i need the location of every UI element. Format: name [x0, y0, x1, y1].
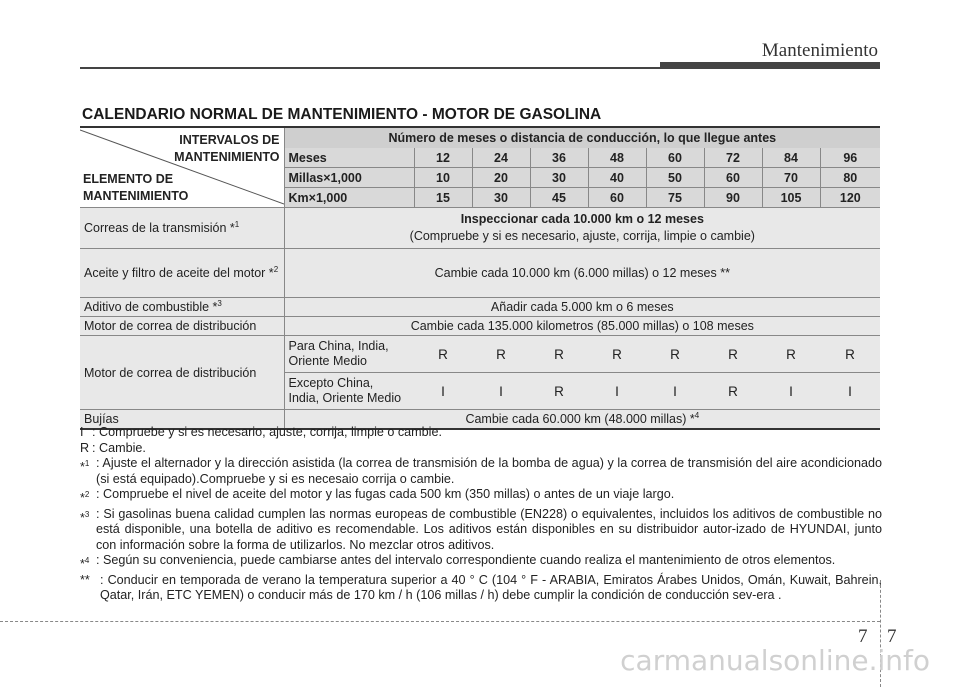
header-value: 90: [704, 188, 762, 208]
header-value: 50: [646, 168, 704, 188]
header-value: 60: [588, 188, 646, 208]
item-interval: Cambie cada 135.000 kilometros (85.000 millas) o 108 meses: [284, 317, 880, 336]
schedule-cell: R: [820, 336, 880, 373]
header-value: 15: [414, 188, 472, 208]
table-row: [80, 298, 880, 317]
header-label: Millas×1,000: [284, 168, 414, 188]
footnote-item: ** : Conducir en temporada de verano la temperatura superior a 40 ° C (104 ° F - ARABIA, Emiratos Árabes Unidos, Omán, Kuwait, Bahrein, Qatar, Irán, ETC YEMEN) o conducir más de 170 km / h (106 millas / h) debe cumplir la condición de conducción sev-era .: [80, 572, 882, 603]
schedule-cell: R: [762, 336, 820, 373]
footnote-item: *$^1$ : Ajuste el alternador y la dirección asistida (la correa de transmisión de la bomba de agua) y la correa de transmisión del aire acondicionado (si está equipado).Compruebe y si es necesaio corrija o cambie.: [80, 456, 882, 486]
schedule-cell: I: [762, 373, 820, 410]
schedule-cell: I: [588, 373, 646, 410]
header-value: 60: [704, 168, 762, 188]
maintenance-schedule-table: [80, 126, 880, 430]
item-interval: Cambie cada 10.000 km (6.000 millas) o 12 meses **: [284, 249, 880, 298]
header-value: 80: [820, 168, 880, 188]
footnote-item: I : Compruebe y si es necesario, ajuste, corrija, limpie o cambie.: [80, 425, 442, 439]
header-value: 84: [762, 148, 820, 168]
schedule-cell: R: [588, 336, 646, 373]
header-value: 24: [472, 148, 530, 168]
subrow-region: Para China, India, Oriente Medio: [284, 336, 414, 373]
table-corner-header: [80, 127, 284, 208]
item-name: Motor de correa de distribución: [80, 336, 284, 410]
footnote-item: R : Cambie.: [80, 440, 146, 455]
header-value: 75: [646, 188, 704, 208]
header-value: 30: [472, 188, 530, 208]
footnote-item: *$^4$ : Según su conveniencia, puede cambiarse antes del intervalo correspondiente cuando realiza el mantenimiento de otros elementos.: [80, 553, 836, 572]
schedule-cell: R: [414, 336, 472, 373]
section-title: CALENDARIO NORMAL DE MANTENIMIENTO - MOTOR DE GASOLINA: [82, 106, 602, 123]
schedule-cell: R: [704, 336, 762, 373]
table-row: [80, 317, 880, 336]
schedule-cell: R: [704, 373, 762, 410]
header-value: 70: [762, 168, 820, 188]
schedule-cell: R: [472, 336, 530, 373]
watermark-text: carmanualsonline.info: [620, 644, 930, 677]
schedule-cell: I: [646, 373, 704, 410]
header-value: 105: [762, 188, 820, 208]
item-name: Aditivo de combustible *$^3$: [80, 298, 284, 317]
table-main-header: Número de meses o distancia de conducción, lo que llegue antes: [284, 127, 880, 148]
schedule-cell: I: [820, 373, 880, 410]
item-name: Correas de la transmisión *$^1$: [80, 208, 284, 249]
page-number-right: 7: [887, 626, 897, 647]
header-value: 72: [704, 148, 762, 168]
header-rule: [80, 67, 880, 69]
corner-element-label: ELEMENTO DE MANTENIMIENTO: [83, 172, 189, 203]
header-value: 48: [588, 148, 646, 168]
item-name: Aceite y filtro de aceite del motor *$^2$: [80, 249, 284, 298]
schedule-cell: I: [472, 373, 530, 410]
item-name: Motor de correa de distribución: [80, 317, 284, 336]
header-value: 30: [530, 168, 588, 188]
table-row: [80, 336, 880, 373]
item-interval: Cambie cada 60.000 km (48.000 millas) *$^4$: [284, 410, 880, 430]
table-row: [80, 208, 880, 249]
schedule-cell: I: [414, 373, 472, 410]
header-label: Meses: [284, 148, 414, 168]
header-value: 45: [530, 188, 588, 208]
footnotes: [80, 425, 882, 604]
item-interval: Inspeccionar cada 10.000 km o 12 meses (Compruebe y si es necesario, ajuste, corrija, limpie o cambie): [284, 208, 880, 249]
header-value: 40: [588, 168, 646, 188]
header-value: 36: [530, 148, 588, 168]
schedule-cell: R: [530, 336, 588, 373]
header-value: 96: [820, 148, 880, 168]
item-interval: Añadir cada 5.000 km o 6 meses: [284, 298, 880, 317]
header-value: 120: [820, 188, 880, 208]
page-header-title: Mantenimiento: [761, 40, 878, 61]
table-row: [80, 249, 880, 298]
item-name: Bujías: [80, 410, 284, 430]
subrow-region: Excepto China, India, Oriente Medio: [284, 373, 414, 410]
header-value: 20: [472, 168, 530, 188]
header-value: 12: [414, 148, 472, 168]
footer-rule: [0, 621, 880, 622]
page-number-left: 7: [858, 626, 868, 647]
corner-intervals-label: INTERVALOS DE MANTENIMIENTO: [174, 133, 280, 164]
schedule-cell: R: [530, 373, 588, 410]
footnote-item: *$^3$ : Si gasolinas buena calidad cumplen las normas europeas de combustible (EN228) o equivalentes, incluidos los aditivos de combustible no está disponible, una botella de aditivo es recomendable. Los aditivos están disponibles en su distribuidor autor-izado de HYUNDAI, junto con información sobre la forma de utilizarlos. No mezclar otros aditivos.: [80, 506, 882, 552]
header-value: 60: [646, 148, 704, 168]
footnote-item: *$^2$ : Compruebe el nivel de aceite del motor y las fugas cada 500 km (350 millas) o antes de un viaje largo.: [80, 487, 675, 506]
schedule-cell: R: [646, 336, 704, 373]
header-label: Km×1,000: [284, 188, 414, 208]
header-value: 10: [414, 168, 472, 188]
